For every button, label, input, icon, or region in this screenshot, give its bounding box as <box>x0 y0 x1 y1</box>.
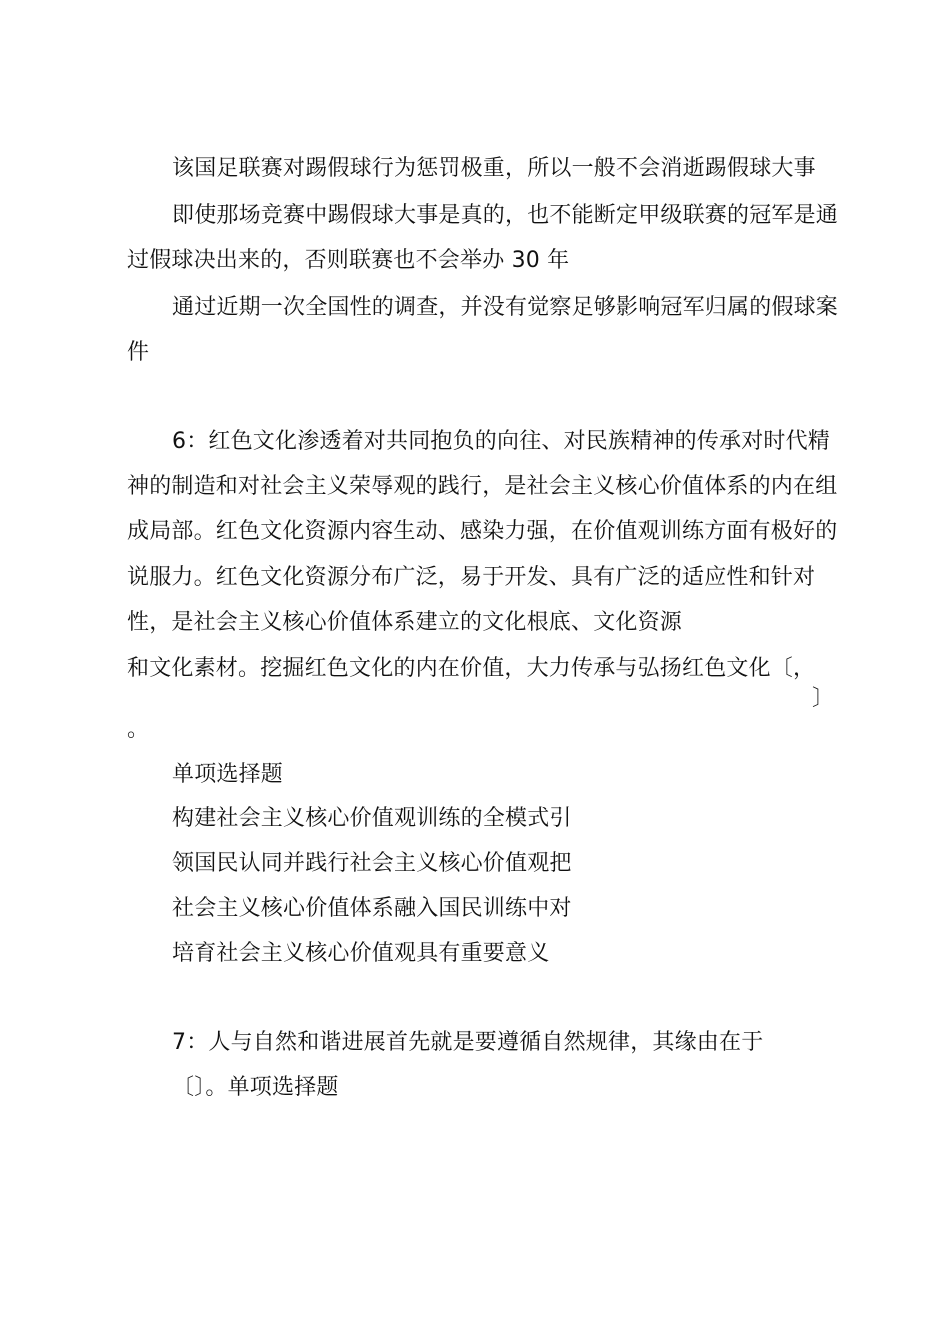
q6-text-line-4: 说服力。红色文化资源分布广泛，易于开发、具有广泛的适应性和针对 <box>127 565 816 590</box>
q5-option-3-line-1: 通过近期一次全国性的调查，并没有觉察足够影响冠军归属的假球案 <box>172 295 839 320</box>
q6-option-2: 领国民认同并践行社会主义核心价值观把 <box>172 851 572 876</box>
q6-text-line-1: 6：红色文化渗透着对共同抱负的向往、对民族精神的传承对时代精 <box>172 429 830 454</box>
q6-text-line-2: 神的制造和对社会主义荣辱观的践行，是社会主义核心价值体系的内在组 <box>127 474 838 499</box>
q6-text-line-3: 成局部。红色文化资源内容生动、感染力强，在价值观训练方面有极好的 <box>127 519 838 544</box>
q6-option-3: 社会主义核心价值体系融入国民训练中对 <box>172 896 572 921</box>
q7-text-line-2: 〔〕。单项选择题 <box>172 1075 339 1100</box>
q6-question-type: 单项选择题 <box>172 762 284 787</box>
q5-option-3-line-2: 件 <box>127 340 150 365</box>
q6-option-4: 培育社会主义核心价值观具有重要意义 <box>172 941 550 966</box>
q5-option-2-line-1: 即使那场竞赛中踢假球大事是真的，也不能断定甲级联赛的冠军是通 <box>172 203 839 228</box>
q6-period: 。 <box>127 717 150 742</box>
q6-text-line-6: 和文化素材。挖掘红色文化的内在价值，大力传承与弘扬红色文化〔， <box>127 656 816 681</box>
q6-text-line-5: 性，是社会主义核心价值体系建立的文化根底、文化资源 <box>127 610 683 635</box>
q5-option-2-line-2: 过假球决出来的，否则联赛也不会举办 30 年 <box>127 248 570 273</box>
q6-option-1: 构建社会主义核心价值观训练的全模式引 <box>172 806 572 831</box>
q5-option-1: 该国足联赛对踢假球行为惩罚极重，所以一般不会消逝踢假球大事 <box>172 156 816 181</box>
q6-closing-bracket: 〕 <box>812 686 835 711</box>
q7-text-line-1: 7：人与自然和谐进展首先就是要遵循自然规律，其缘由在于 <box>172 1030 764 1055</box>
